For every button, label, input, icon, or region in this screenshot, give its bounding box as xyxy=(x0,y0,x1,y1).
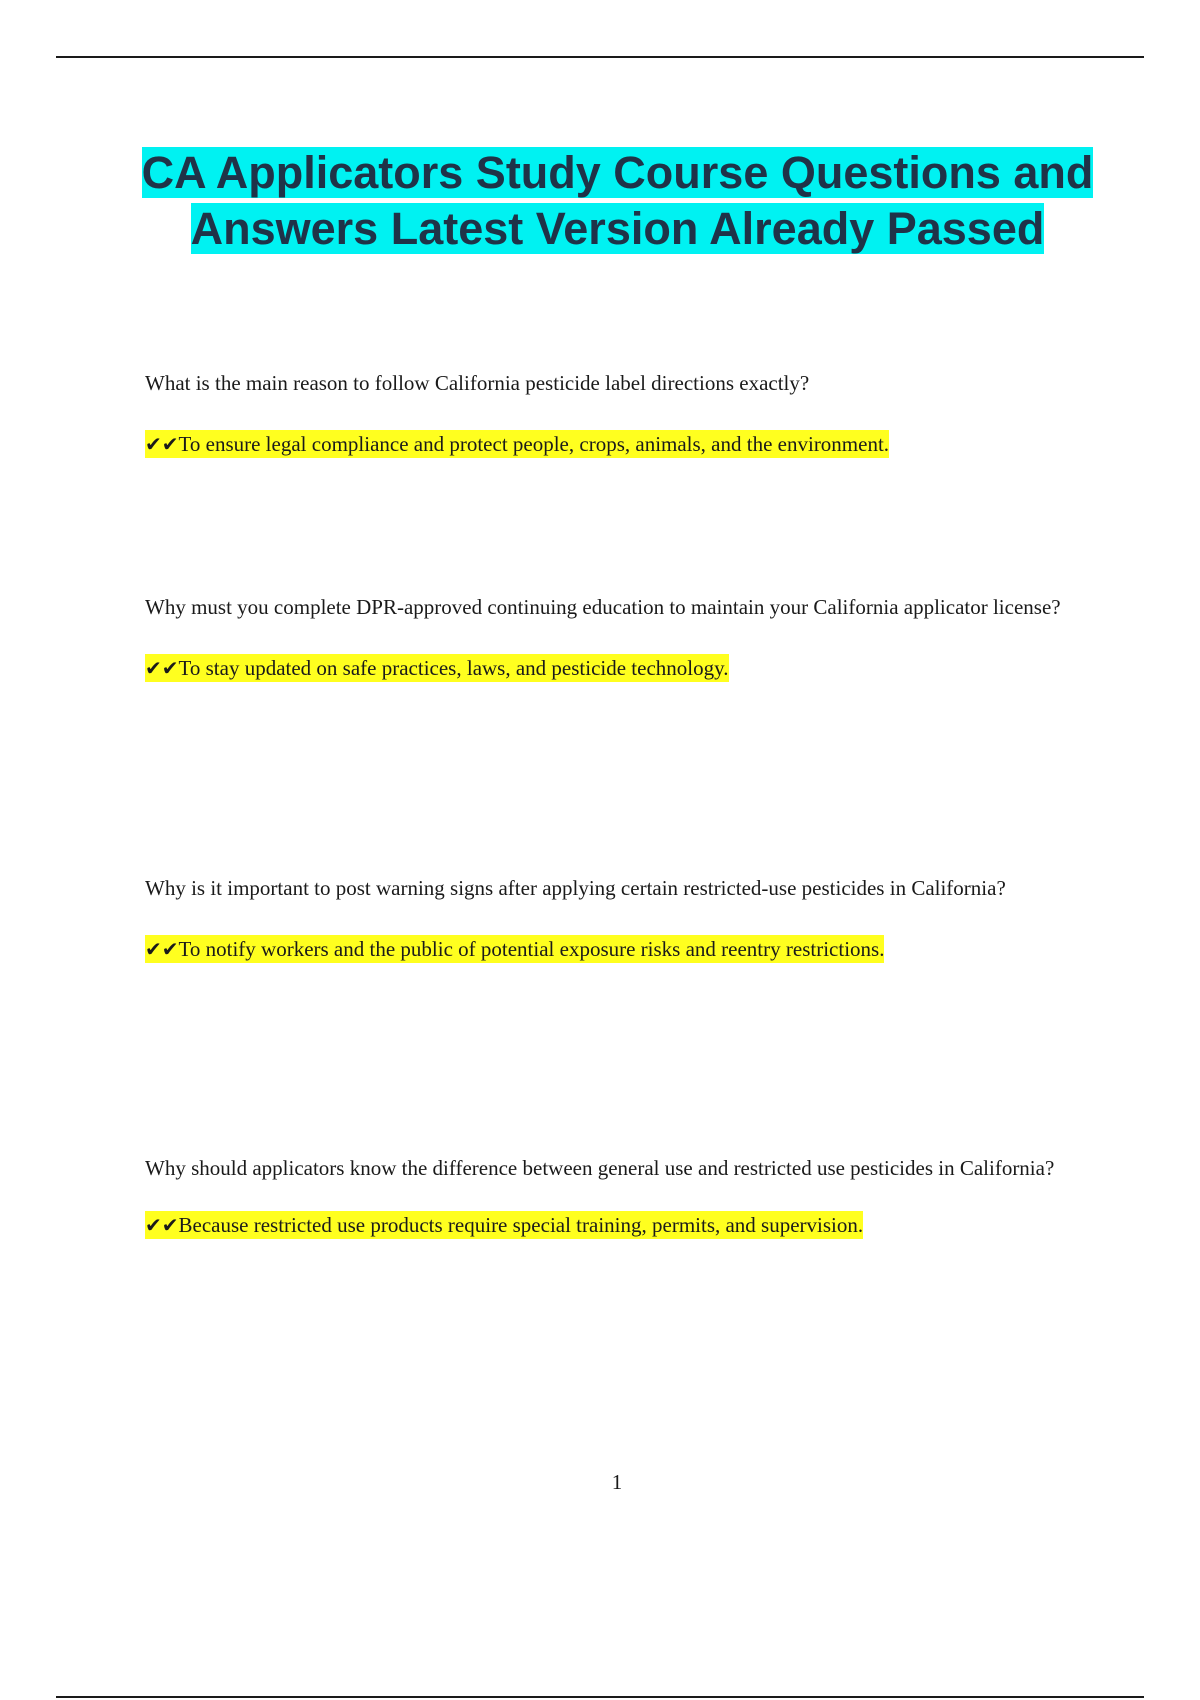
answer-2 xyxy=(145,654,1085,682)
answer-4 xyxy=(145,1211,1085,1239)
check-icon: ✔✔ xyxy=(145,656,179,680)
header-rule xyxy=(56,56,1144,58)
answer-4-text: Because restricted use products require special training, permits, and supervision. xyxy=(178,1213,864,1237)
check-icon: ✔✔ xyxy=(145,1213,179,1237)
check-icon: ✔✔ xyxy=(145,432,179,456)
qa-item-3 xyxy=(145,861,1085,963)
question-1: What is the main reason to follow California pesticide label directions exactly? xyxy=(145,371,810,395)
question-3: Why is it important to post warning signs after applying certain restricted-use pesticides in California? xyxy=(145,876,1006,900)
answer-2-text: To stay updated on safe practices, laws, and pesticide technology. xyxy=(178,656,729,680)
answer-1-text: To ensure legal compliance and protect people, crops, animals, and the environment. xyxy=(178,432,890,456)
answer-1 xyxy=(145,430,1085,458)
document-title xyxy=(140,145,1095,257)
qa-item-1 xyxy=(145,356,1085,458)
question-4: Why should applicators know the difference between general use and restricted use pesticides in California? xyxy=(145,1156,1055,1180)
footer-rule xyxy=(56,1696,1144,1698)
page-number: 1 xyxy=(611,1470,623,1494)
question-2: Why must you complete DPR-approved continuing education to maintain your California applicator license? xyxy=(145,595,1061,619)
document-title-text: CA Applicators Study Course Questions and Answers Latest Version Already Passed xyxy=(141,147,1094,254)
qa-item-4 xyxy=(145,1141,1085,1239)
answer-3 xyxy=(145,935,1085,963)
answer-3-text: To notify workers and the public of potential exposure risks and reentry restrictions. xyxy=(178,937,885,961)
check-icon: ✔✔ xyxy=(145,937,179,961)
qa-item-2 xyxy=(145,580,1085,682)
